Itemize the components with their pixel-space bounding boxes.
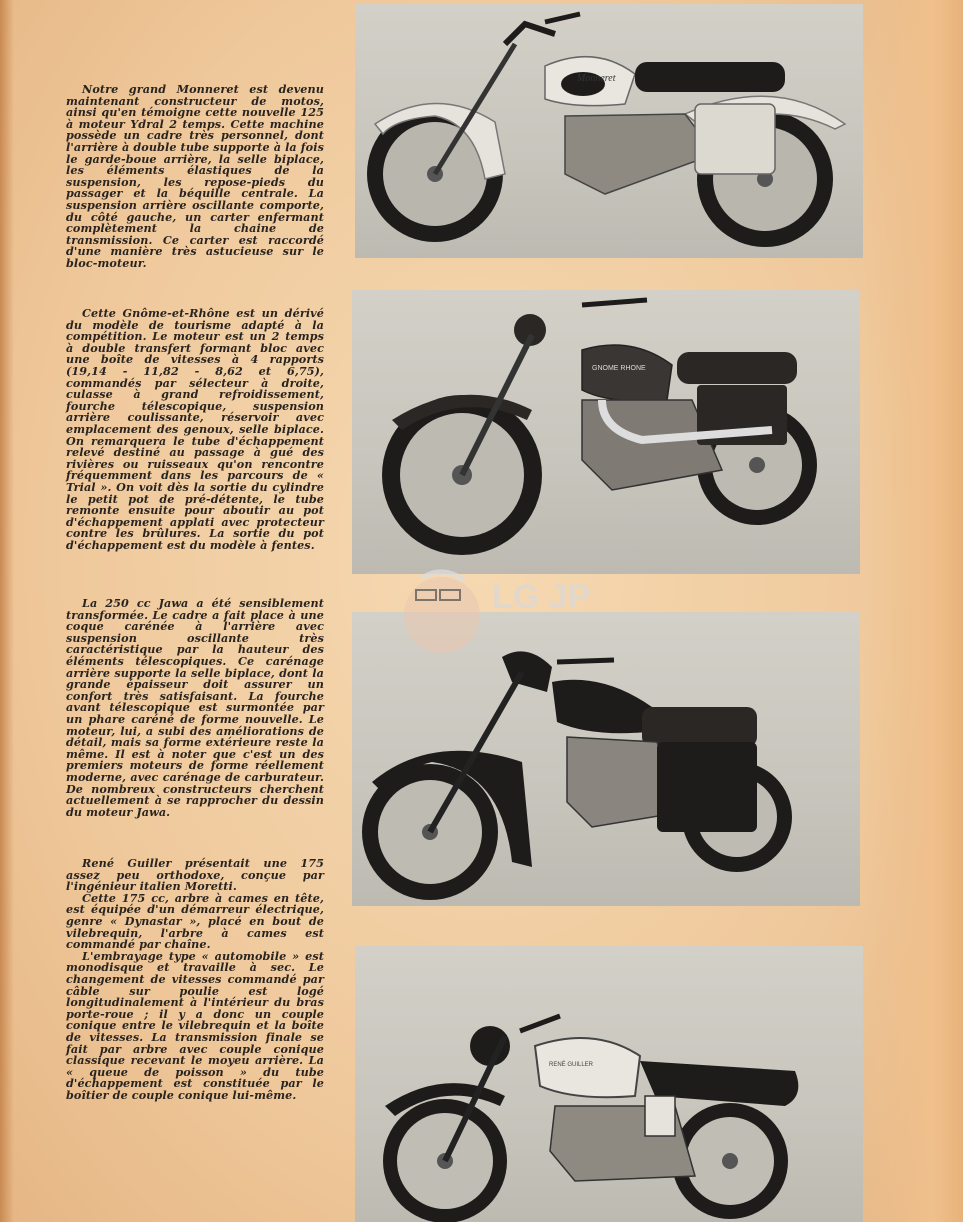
photo-gnome-rhone-motorcycle [352,290,860,574]
article-guiller-text [66,858,324,1101]
watermark-stamp [402,560,591,670]
motorcycle-illustration [355,4,863,258]
article-jawa-text [66,598,324,818]
article-paragraph: La 250 cc Jawa a été sensiblement transformée. Le cadre a fait place à une coque carénée à l'arrière avec suspension oscillante très caractéristique par la hauteur des éléments télescopiques. Ce carénage arrière supporte la selle biplace, dont la grande épaisseur doit assurer un confort très satisfaisant. La fourche avant télescopique est surmontée par un phare caréné de forme nouvelle. Le moteur, lui, a subi des améliorations de détail, mais sa forme extérieure reste la même. Il est à noter que c'est un des premiers moteurs de forme réellement moderne, avec carénage de carburateur. De nombreux constructeurs cherchent actuellement à se rapprocher du dessin du moteur Jawa. [66,596,324,819]
motorcycle-illustration [352,290,860,574]
watermark-logo [402,560,591,670]
tank-logo: RENÉ GUILLER [549,1062,594,1068]
article-paragraph: Cette 175 cc, arbre à cames en tête, est équipée d'un démarreur électrique, genre « Dynastar », placé en bout de vilebrequin, l'arbre à cames est commandé par chaîne. [66,890,324,952]
paper-left-edge [0,0,14,1222]
paper-right-margin [863,0,963,1222]
tank-logo: GNOME RHONE [592,365,646,372]
article-paragraph: Cette Gnôme-et-Rhône est un dérivé du modèle de tourisme adapté à la compétition. Le moteur est un 2 temps à double transfert formant bloc avec une boîte de vitesses à 4 rapports (19,14 - 11,82 - 8,62 et 6,75), commandés par sélecteur à droite, culasse à grand refroidissement, fourche télescopique, suspension arrière coulissante, réservoir avec emplacement des genoux, selle biplace. On remarquera le tube d'échappement relevé destiné au passage à gué des rivières ou ruisseaux qu'on rencontre fréquemment dans les parcours de « Trial ». On voit dès la sortie du cylindre le petit pot de pré-détente, le tube remonte ensuite pour aboutir au pot d'échappement applati avec protecteur contre les brûlures. La sortie du pot d'échappement est du modèle à fentes. [66,306,324,552]
article-gnome-rhone-text [66,308,324,551]
article-paragraph: René Guiller présentait une 175 assez peu orthodoxe, conçue par l'ingénieur italien Moretti. [66,856,324,894]
article-paragraph: L'embrayage type « automobile » est monodisque et travaille à sec. Le changement de vitesses commandé par câble sur poulie est logé longitudinalement à l'intérieur du bras porte-roue ; il y a donc un couple conique entre le vilebrequin et la boîte de vitesses. La transmission finale se fait par arbre avec couple conique classique recevant le moyeu arrière. La « queue de poisson » du tube d'échappement est constituée par le boîtier de couple conique lui-même. [66,948,324,1102]
photo-monneret-motorcycle [355,4,863,258]
motorcycle-illustration [355,946,863,1222]
watermark-text: LG JP [492,578,591,616]
article-paragraph: Notre grand Monneret est devenu maintenant constructeur de motos, ainsi qu'en témoigne cette nouvelle 125 à moteur Ydral 2 temps. Cette machine possède un cadre très personnel, dont l'arrière à double tube supporte à la fois le garde-boue arrière, la selle biplace, les éléments élastiques de la suspension, les repose-pieds du passager et la béquille centrale. La suspension arrière oscillante comporte, du côté gauche, un carter enfermant complètement la chaine de transmission. Ce carter est raccordé d'une manière très astucieuse sur le bloc-moteur. [66,82,324,270]
tank-logo: Monneret [577,73,616,84]
article-monneret-text [66,84,324,270]
photo-guiller-motorcycle [355,946,863,1222]
